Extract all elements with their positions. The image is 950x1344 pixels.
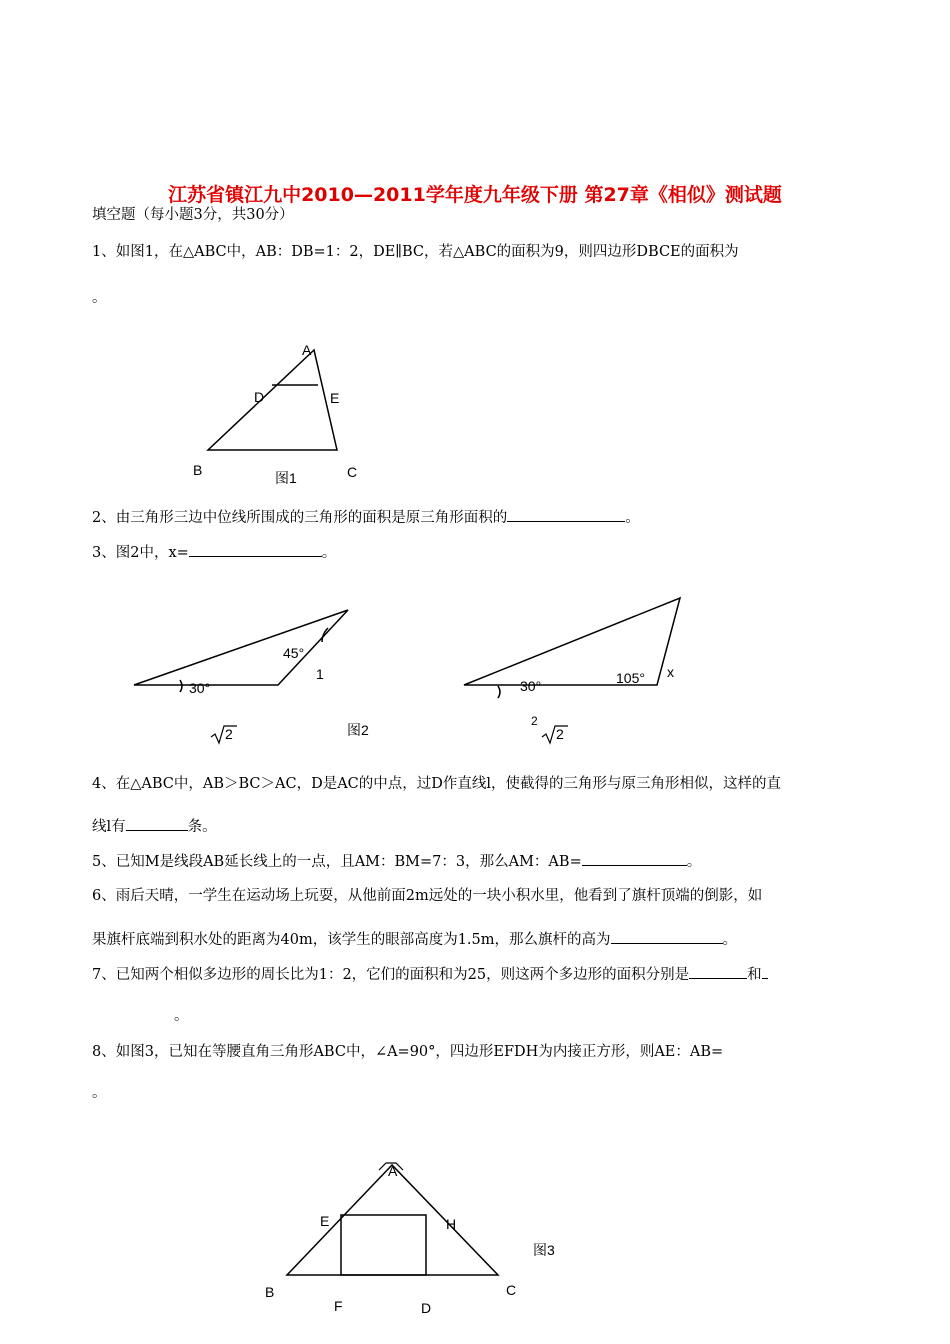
fig3-label-c: C <box>506 1282 517 1298</box>
question-2-text: 2、由三角形三边中位线所围成的三角形的面积是原三角形面积的 <box>92 510 508 526</box>
question-6-text: 果旗杆底端到积水处的距离为40m，该学生的眼部高度为1.5m，那么旗杆的高为 <box>92 932 611 948</box>
fig2-sqrt-right-radicand: 2 <box>556 726 564 742</box>
question-1: 1、如图1，在△ABC中，AB：DB=1：2，DE∥BC，若△ABC的面积为9，则四边形DBCE的面积为 <box>92 244 739 260</box>
fig2-side-x: x <box>667 664 674 680</box>
question-6-line-1: 6、雨后天晴，一学生在运动场上玩耍，从他前面2m远处的一块小积水里，他看到了旗杆顶端的倒影，如 <box>92 888 763 904</box>
fig1-label-d: D <box>254 389 265 405</box>
square-efdh <box>341 1215 426 1275</box>
question-3-text: 3、图2中，x= <box>92 545 189 561</box>
fig3-label-b: B <box>265 1284 275 1300</box>
question-8-tail: 。 <box>92 1085 107 1101</box>
fig3-label-f: F <box>334 1298 343 1314</box>
fig1-caption: 图1 <box>275 470 297 486</box>
question-6-end: 。 <box>722 932 738 948</box>
question-5-end: 。 <box>686 854 702 870</box>
question-4-end: 条。 <box>187 819 217 835</box>
question-2-end: 。 <box>625 510 640 526</box>
fig1-label-e: E <box>330 390 340 406</box>
question-4-line-1: 4、在△ABC中，AB＞BC＞AC，D是AC的中点，过D作直线l，使截得的三角形与原三角形相似，这样的直 <box>92 776 782 792</box>
question-4-text: 线l有 <box>92 819 126 835</box>
fig3-label-d: D <box>421 1300 432 1316</box>
question-7-text: 7、已知两个相似多边形的周长比为1：2，它们的面积和为25，则这两个多边形的面积分别是 <box>92 967 690 983</box>
fig2-side-1: 1 <box>316 666 324 682</box>
fig2-angle-30-right: 30° <box>520 678 542 694</box>
question-8: 8、如图3，已知在等腰直角三角形ABC中，∠A=90°，四边形EFDH为内接正方形，则AE：AB= <box>92 1044 724 1060</box>
fig2-angle-45: 45° <box>283 645 305 661</box>
fig3-label-e: E <box>320 1213 330 1229</box>
fig2-caption: 图2 <box>347 722 369 738</box>
fig3-caption: 图3 <box>533 1242 555 1258</box>
fig2-angle-30-left: 30° <box>189 680 211 696</box>
fig1-label-a: A <box>302 342 312 358</box>
fig1-label-c: C <box>347 464 358 480</box>
triangle-abc <box>287 1165 498 1275</box>
question-3-end: 。 <box>321 545 337 561</box>
fig2-coefficient: 2 <box>531 714 538 728</box>
question-5-text: 5、已知M是线段AB延长线上的一点，且AM：BM=7：3，那么AM：AB= <box>92 854 582 870</box>
section-heading: 填空题（每小题3分，共30分） <box>92 207 294 223</box>
question-7-tail: 。 <box>174 1008 189 1024</box>
question-7-and: 和 <box>747 967 762 983</box>
question-1-tail: 。 <box>92 290 107 306</box>
fig2-sqrt-left-radicand: 2 <box>225 726 233 742</box>
fig3-label-h: H <box>446 1216 457 1232</box>
page-title: 江苏省镇江九中2010—2011学年度九年级下册 第27章《相似》测试题 <box>168 184 782 206</box>
fig2-angle-105: 105° <box>616 670 645 686</box>
fig1-label-b: B <box>193 462 203 478</box>
fig3-label-a: A <box>388 1163 398 1179</box>
